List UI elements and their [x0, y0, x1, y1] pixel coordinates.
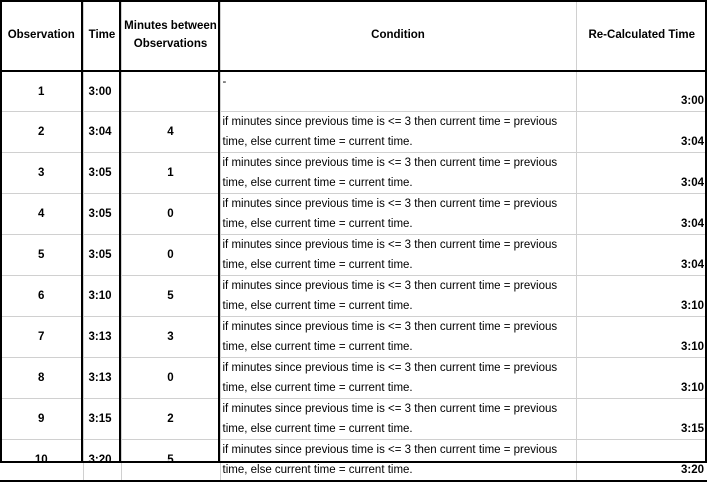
condition-cell[interactable]: if minutes since previous time is <= 3 then current time = previous time, else current time = current time.	[220, 399, 576, 440]
time-cell[interactable]: 3:15	[83, 399, 121, 440]
table-row	[0, 235, 707, 276]
table-row	[0, 194, 707, 235]
condition-cell[interactable]: if minutes since previous time is <= 3 then current time = previous time, else current time = current time.	[220, 317, 576, 358]
recalculated-time-cell[interactable]: 3:15	[576, 399, 707, 440]
header-observation[interactable]: Observation	[0, 0, 83, 71]
condition-cell[interactable]: if minutes since previous time is <= 3 then current time = previous time, else current time = current time.	[220, 112, 576, 153]
condition-cell[interactable]: if minutes since previous time is <= 3 then current time = previous time, else current time = current time.	[220, 153, 576, 194]
observation-cell[interactable]: 10	[0, 440, 83, 482]
observation-cell[interactable]: 3	[0, 153, 83, 194]
time-cell[interactable]: 3:13	[83, 317, 121, 358]
recalculated-time-cell[interactable]: 3:04	[576, 194, 707, 235]
minutes-cell[interactable]: 0	[121, 194, 220, 235]
recalculated-time-cell[interactable]: 3:20	[576, 440, 707, 482]
table-row	[0, 112, 707, 153]
minutes-cell[interactable]: 2	[121, 399, 220, 440]
time-cell[interactable]: 3:05	[83, 153, 121, 194]
condition-cell[interactable]: if minutes since previous time is <= 3 then current time = previous time, else current time = current time.	[220, 235, 576, 276]
time-cell[interactable]: 3:20	[83, 440, 121, 482]
table-row	[0, 440, 707, 482]
condition-cell[interactable]: if minutes since previous time is <= 3 then current time = previous time, else current time = current time.	[220, 440, 576, 482]
observation-cell[interactable]: 9	[0, 399, 83, 440]
header-row	[0, 0, 707, 71]
minutes-cell[interactable]: 3	[121, 317, 220, 358]
condition-cell[interactable]: if minutes since previous time is <= 3 then current time = previous time, else current time = current time.	[220, 194, 576, 235]
condition-cell[interactable]: if minutes since previous time is <= 3 then current time = previous time, else current time = current time.	[220, 276, 576, 317]
header-recalculated-time[interactable]: Re-Calculated Time	[576, 0, 707, 71]
observation-cell[interactable]: 4	[0, 194, 83, 235]
header-time[interactable]: Time	[83, 0, 121, 71]
table-row	[0, 71, 707, 112]
table-row	[0, 358, 707, 399]
recalculated-time-cell[interactable]: 3:04	[576, 112, 707, 153]
observation-cell[interactable]: 8	[0, 358, 83, 399]
table-row	[0, 317, 707, 358]
minutes-cell[interactable]: 1	[121, 153, 220, 194]
minutes-cell[interactable]: 4	[121, 112, 220, 153]
header-minutes-between[interactable]: Minutes between Observations	[121, 0, 220, 71]
minutes-cell[interactable]	[121, 71, 220, 112]
minutes-cell[interactable]: 5	[121, 440, 220, 482]
time-cell[interactable]: 3:04	[83, 112, 121, 153]
minutes-cell[interactable]: 5	[121, 276, 220, 317]
minutes-cell[interactable]: 0	[121, 235, 220, 276]
observation-cell[interactable]: 5	[0, 235, 83, 276]
condition-cell[interactable]: if minutes since previous time is <= 3 then current time = previous time, else current time = current time.	[220, 358, 576, 399]
header-condition[interactable]: Condition	[220, 0, 576, 71]
recalculated-time-cell[interactable]: 3:04	[576, 153, 707, 194]
observation-cell[interactable]: 1	[0, 71, 83, 112]
time-cell[interactable]: 3:05	[83, 194, 121, 235]
table-row	[0, 153, 707, 194]
time-cell[interactable]: 3:05	[83, 235, 121, 276]
time-cell[interactable]: 3:10	[83, 276, 121, 317]
minutes-cell[interactable]: 0	[121, 358, 220, 399]
recalculated-time-cell[interactable]: 3:00	[576, 71, 707, 112]
condition-cell[interactable]: -	[220, 71, 576, 112]
recalculated-time-cell[interactable]: 3:04	[576, 235, 707, 276]
table-row	[0, 276, 707, 317]
recalculated-time-cell[interactable]: 3:10	[576, 276, 707, 317]
table-row	[0, 399, 707, 440]
time-cell[interactable]: 3:13	[83, 358, 121, 399]
observation-cell[interactable]: 2	[0, 112, 83, 153]
recalculated-time-cell[interactable]: 3:10	[576, 317, 707, 358]
recalculated-time-cell[interactable]: 3:10	[576, 358, 707, 399]
time-cell[interactable]: 3:00	[83, 71, 121, 112]
observation-cell[interactable]: 6	[0, 276, 83, 317]
observation-cell[interactable]: 7	[0, 317, 83, 358]
